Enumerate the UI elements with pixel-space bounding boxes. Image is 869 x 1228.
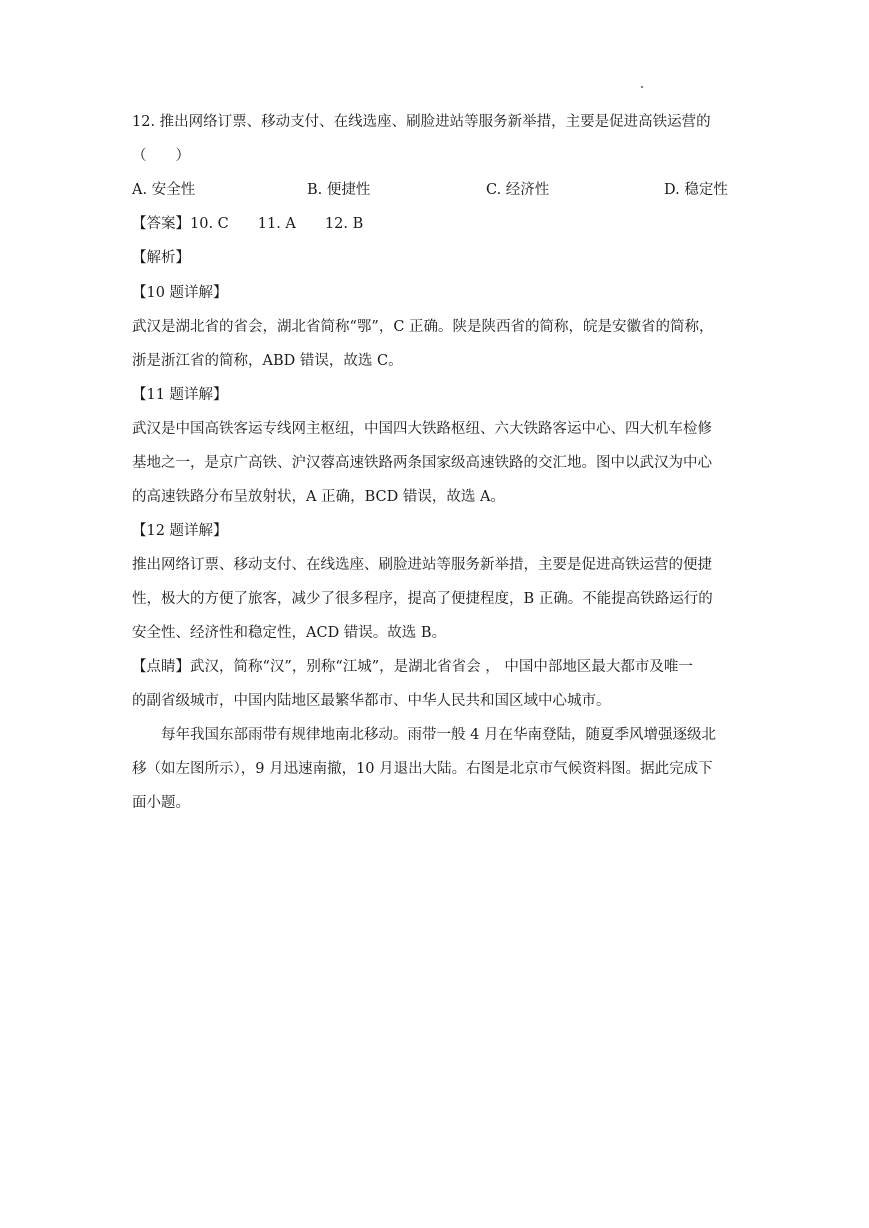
q10-heading: 【10 题详解】: [132, 285, 228, 301]
question-stem-line1: 12. 推出网络订票、移动支付、在线选座、刷脸进站等服务新举措，主要是促进高铁运营的: [132, 114, 711, 130]
option-d: D. 稳定性: [664, 182, 728, 198]
q10-line2: 浙是浙江省的简称，ABD 错误，故选 C。: [132, 353, 403, 369]
q11-line2: 基地之一，是京广高铁、沪汉蓉高速铁路两条国家级高速铁路的交汇地。图中以武汉为中心: [132, 455, 712, 471]
answer-line: 【答案】10. C 11. A 12. B: [132, 216, 364, 232]
q11-line3: 的高速铁路分布呈放射状，A 正确，BCD 错误，故选 A。: [132, 489, 505, 505]
option-b: B. 便捷性: [307, 182, 371, 198]
q11-heading: 【11 题详解】: [132, 387, 228, 403]
q11-line1: 武汉是中国高铁客运专线网主枢纽，中国四大铁路枢纽、六大铁路客运中心、四大机车检修: [132, 421, 712, 437]
option-c: C. 经济性: [486, 182, 550, 198]
q12-line3: 安全性、经济性和稳定性，ACD 错误。故选 B。: [132, 625, 447, 641]
comment-line2: 的副省级城市，中国内陆地区最繁华都市、中华人民共和国区域中心城市。: [132, 693, 611, 709]
intro-line1: 每年我国东部雨带有规律地南北移动。雨带一般 4 月在华南登陆，随夏季风增强逐级北: [132, 727, 716, 743]
q12-line2: 性，极大的方便了旅客，减少了很多程序，提高了便捷程度，B 正确。不能提高铁路运行的: [132, 591, 713, 607]
intro-line3: 面小题。: [132, 795, 190, 811]
analysis-heading: 【解析】: [132, 250, 190, 266]
stray-dot: [641, 86, 643, 88]
q12-line1: 推出网络订票、移动支付、在线选座、刷脸进站等服务新举措，主要是促进高铁运营的便捷: [132, 557, 712, 573]
comment-line1: 【点睛】武汉，简称“汉”，别称“江城”，是湖北省省会 ， 中国中部地区最大都市及唯一: [132, 659, 693, 675]
q10-line1: 武汉是湖北省的省会，湖北省简称“鄂”，C 正确。陕是陕西省的简称，皖是安徽省的简称，: [132, 319, 714, 335]
option-a: A. 安全性: [132, 182, 196, 198]
intro-line2: 移（如左图所示），9 月迅速南撤，10 月退出大陆。右图是北京市气候资料图。据此完成下: [132, 761, 713, 777]
question-stem-line2: （ ）: [132, 148, 190, 164]
q12-heading: 【12 题详解】: [132, 523, 228, 539]
